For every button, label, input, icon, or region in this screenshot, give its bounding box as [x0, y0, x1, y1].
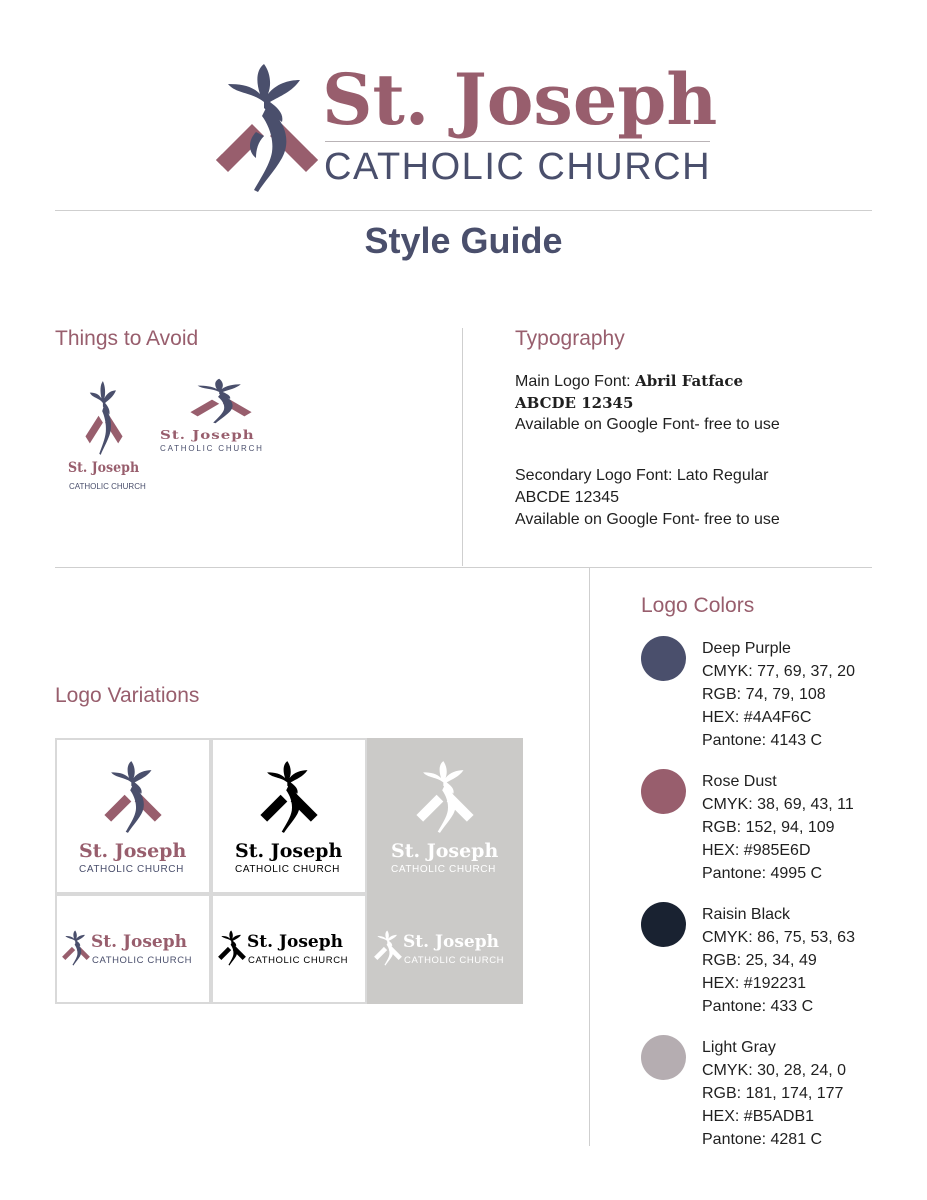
avoid-mark-1	[84, 380, 124, 456]
secondary-font-sample: ABCDE 12345	[515, 489, 620, 506]
color-details	[702, 903, 855, 1018]
logo-colors-title: Logo Colors	[641, 594, 755, 617]
color-name: Light Gray	[702, 1039, 776, 1056]
variation-horizontal-color	[55, 894, 211, 1004]
variation-mark	[61, 930, 91, 966]
color-details	[702, 770, 854, 885]
main-font-note: Available on Google Font- free to use	[515, 416, 780, 433]
color-pantone: Pantone: 433 C	[702, 998, 814, 1015]
color-rgb: RGB: 74, 79, 108	[702, 686, 826, 703]
secondary-font-note: Available on Google Font- free to use	[515, 511, 780, 528]
header-divider	[55, 210, 872, 211]
variation-name: St. Joseph	[403, 932, 499, 952]
variation-sub: CATHOLIC CHURCH	[391, 864, 496, 875]
section-divider-vertical-bottom	[589, 568, 590, 1146]
color-swatch	[641, 902, 686, 947]
color-pantone: Pantone: 4143 C	[702, 732, 823, 749]
variation-sub: CATHOLIC CHURCH	[404, 955, 505, 966]
avoid-sub-1: CATHOLIC CHURCH	[69, 482, 146, 491]
main-font-name: Abril Fatface	[635, 372, 744, 390]
secondary-font-label: Secondary Logo Font: Lato Regular	[515, 467, 769, 484]
color-swatch	[641, 769, 686, 814]
variation-name: St. Joseph	[391, 840, 499, 862]
avoid-mark-2	[188, 378, 254, 424]
color-cmyk: CMYK: 77, 69, 37, 20	[702, 663, 855, 680]
variation-mark	[258, 760, 320, 834]
variation-sub: CATHOLIC CHURCH	[79, 864, 184, 875]
avoid-example-squished	[158, 376, 286, 456]
color-rgb: RGB: 152, 94, 109	[702, 819, 835, 836]
avoid-sub-2: CATHOLIC CHURCH	[160, 444, 264, 453]
variation-stacked-black	[211, 738, 367, 894]
color-pantone: Pantone: 4995 C	[702, 865, 823, 882]
color-hex: HEX: #985E6D	[702, 842, 811, 859]
section-divider-vertical-top	[462, 328, 463, 566]
color-swatch	[641, 636, 686, 681]
color-cmyk: CMYK: 38, 69, 43, 11	[702, 796, 854, 813]
color-item-rose-dust	[641, 769, 901, 889]
color-hex: HEX: #4A4F6C	[702, 709, 812, 726]
avoid-name-1: St. Joseph	[68, 460, 140, 476]
variation-horizontal-black	[211, 894, 367, 1004]
variation-mark	[102, 760, 164, 834]
variation-mark	[373, 930, 403, 966]
color-rgb: RGB: 25, 34, 49	[702, 952, 817, 969]
logo-name: St. Joseph	[322, 58, 718, 141]
things-to-avoid-title: Things to Avoid	[55, 327, 199, 350]
color-details	[702, 1036, 846, 1151]
logo-subtitle: CATHOLIC CHURCH	[324, 146, 712, 188]
main-font-line	[515, 370, 743, 393]
logo-divider	[325, 141, 710, 142]
color-item-raisin-black	[641, 902, 901, 1022]
variation-name: St. Joseph	[235, 840, 343, 862]
color-swatch	[641, 1035, 686, 1080]
color-item-deep-purple	[641, 636, 901, 756]
color-cmyk: CMYK: 30, 28, 24, 0	[702, 1062, 847, 1079]
color-item-light-gray	[641, 1035, 901, 1155]
variation-stacked-white	[367, 738, 523, 894]
color-name: Rose Dust	[702, 773, 777, 790]
color-name: Raisin Black	[702, 906, 791, 923]
color-name: Deep Purple	[702, 640, 791, 657]
variation-mark	[217, 930, 247, 966]
color-pantone: Pantone: 4281 C	[702, 1131, 823, 1148]
color-hex: HEX: #B5ADB1	[702, 1108, 815, 1125]
logo-mark	[212, 62, 322, 194]
variation-stacked-color	[55, 738, 211, 894]
avoid-example-stretched	[62, 376, 146, 496]
color-hex: HEX: #192231	[702, 975, 807, 992]
variation-mark	[414, 760, 476, 834]
typography-title: Typography	[515, 327, 625, 350]
color-rgb: RGB: 181, 174, 177	[702, 1085, 844, 1102]
variation-name: St. Joseph	[79, 840, 187, 862]
variation-name: St. Joseph	[91, 932, 187, 952]
variation-name: St. Joseph	[247, 932, 343, 952]
logo-variations-title: Logo Variations	[55, 684, 200, 707]
color-cmyk: CMYK: 86, 75, 53, 63	[702, 929, 855, 946]
variation-sub: CATHOLIC CHURCH	[92, 955, 193, 966]
main-font-sample: ABCDE 12345	[515, 394, 634, 412]
page-title: Style Guide	[364, 220, 563, 261]
main-font-label: Main Logo Font:	[515, 373, 636, 390]
variation-sub: CATHOLIC CHURCH	[248, 955, 349, 966]
variation-horizontal-white	[367, 894, 523, 1004]
color-details	[702, 637, 855, 752]
middle-divider	[55, 567, 872, 568]
avoid-name-2: St. Joseph	[160, 428, 255, 443]
variation-sub: CATHOLIC CHURCH	[235, 864, 340, 875]
